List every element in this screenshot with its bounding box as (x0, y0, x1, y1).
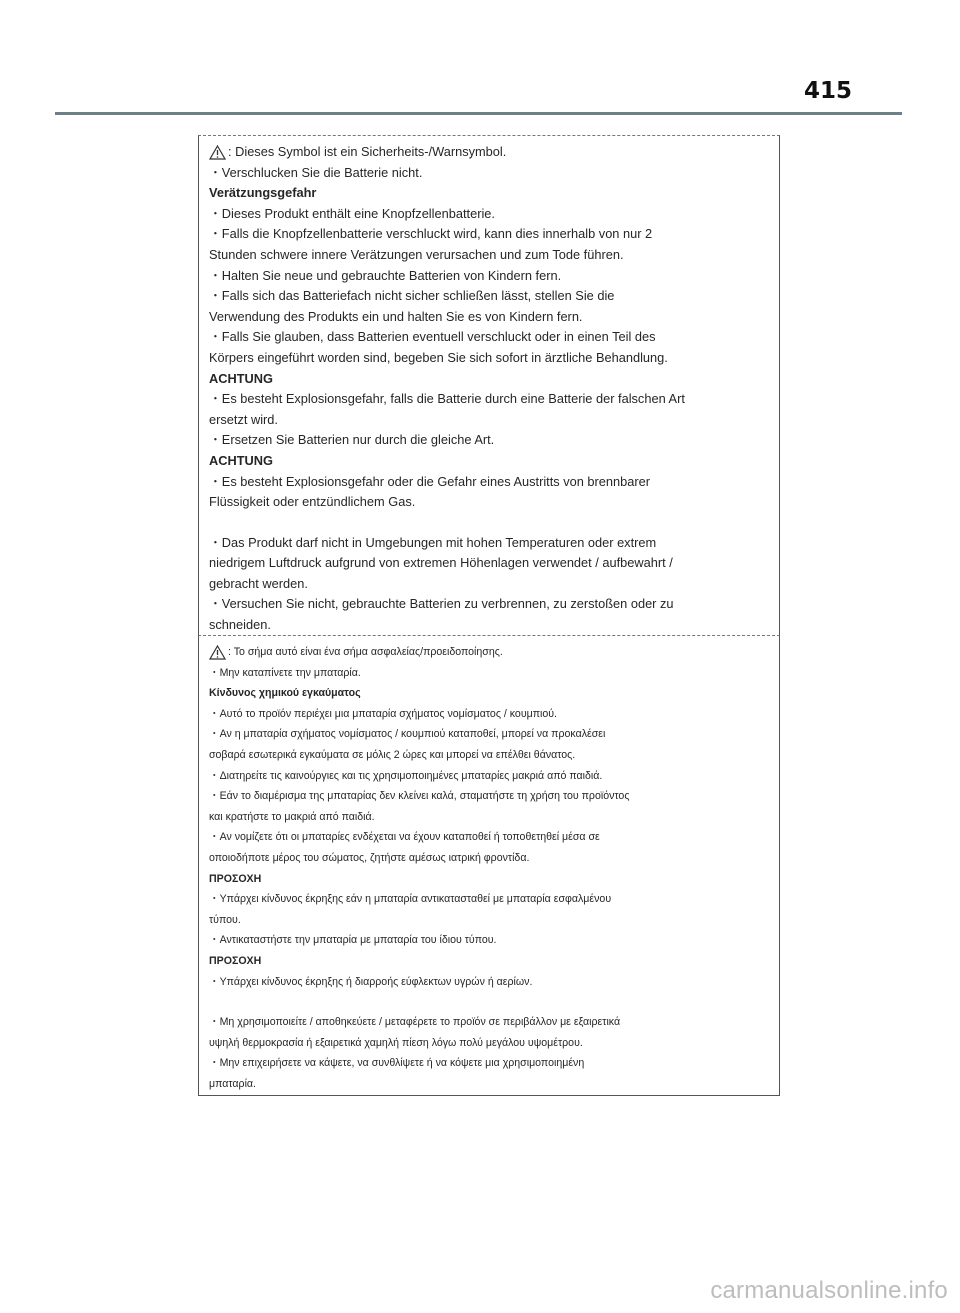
greek-heading-chemical: Κίνδυνος χημικού εγκαύματος (209, 687, 361, 700)
german-heading-achtung-1: ACHTUNG (209, 370, 273, 386)
text-line: τύπου. (209, 913, 241, 926)
text-line: ・Es besteht Explosionsgefahr oder die Gefahr eines Austritts von brennbarer (209, 473, 651, 489)
warning-triangle-icon (209, 145, 226, 160)
text-line: ・Ersetzen Sie Batterien nur durch die gleiche Art. (209, 432, 495, 448)
text-line: ・Falls die Knopfzellenbatterie verschluckt wird, kann dies innerhalb von nur 2 (209, 226, 653, 242)
text-line: niedrigem Luftdruck aufgrund von extremen Höhenlagen verwendet / aufbewahrt / (209, 555, 673, 571)
text-line: ・Αντικαταστήστε την μπαταρία με μπαταρία του ίδιου τύπου. (209, 934, 497, 947)
text-line: ・Εάν το διαμέρισμα της μπαταρίας δεν κλείνει καλά, σταματήστε τη χρήση του προϊόντος (209, 790, 630, 803)
text-line: gebracht werden. (209, 575, 308, 591)
greek-symbol-line (209, 642, 767, 663)
text-line: schneiden. (209, 617, 271, 633)
greek-warning-box (198, 635, 780, 1096)
text-line: ・Falls Sie glauben, dass Batterien eventuell verschluckt oder in einen Teil des (209, 329, 656, 345)
text-line: μπαταρία. (209, 1077, 256, 1090)
text-line: Körpers eingeführt worden sind, begeben Sie sich sofort in ärztliche Behandlung. (209, 349, 668, 365)
german-group-a (209, 163, 767, 184)
text-line: ・Μην επιχειρήσετε να κάψετε, να συνθλίψετε ή να κόψετε μια χρησιμοποιημένη (209, 1057, 585, 1070)
text-line: ・Verschlucken Sie die Batterie nicht. (209, 164, 423, 180)
text-line: ・Halten Sie neue und gebrauchte Batterien von Kindern fern. (209, 267, 562, 283)
text-line: Verwendung des Produkts ein und halten Sie es von Kindern fern. (209, 308, 583, 324)
german-symbol-text: : Dieses Symbol ist ein Sicherheits-/Warnsymbol. (228, 144, 507, 159)
text-line: ・Αυτό το προϊόν περιέχει μια μπαταρία σχήματος νομίσματος / κουμπιού. (209, 707, 558, 720)
greek-heading-prosoxi-2: ΠΡΟΣΟΧΗ (209, 954, 262, 967)
text-line: ・Dieses Produkt enthält eine Knopfzellenbatterie. (209, 205, 495, 221)
text-line: οποιοδήποτε μέρος του σώματος, ζητήστε αμέσως ιατρική φροντίδα. (209, 851, 530, 864)
text-line: ・Das Produkt darf nicht in Umgebungen mit hohen Temperaturen oder extrem (209, 534, 657, 550)
text-line: ・Αν νομίζετε ότι οι μπαταρίες ενδέχεται να έχουν καταποθεί ή τοποθετηθεί μέσα σε (209, 831, 600, 844)
german-heading-achtung-2: ACHTUNG (209, 452, 273, 468)
text-line: Stunden schwere innere Verätzungen verursachen und zum Tode führen. (209, 246, 624, 262)
greek-group-e (209, 1012, 767, 1094)
greek-group-a (209, 663, 767, 684)
greek-heading-prosoxi-1: ΠΡΟΣΟΧΗ (209, 872, 262, 885)
german-symbol-line (209, 142, 767, 163)
watermark: carmanualsonline.info (710, 1277, 948, 1304)
text-line: υψηλή θερμοκρασία ή εξαιρετικά χαμηλή πίεση λόγω πολύ μεγάλου υψομέτρου. (209, 1036, 583, 1049)
german-group-d (209, 472, 767, 513)
german-group-c (209, 389, 767, 451)
greek-gap (209, 992, 767, 1012)
page-number: 415 (803, 78, 852, 104)
text-line: ・Υπάρχει κίνδυνος έκρηξης εάν η μπαταρία αντικατασταθεί με μπαταρία εσφαλμένου (209, 893, 612, 906)
text-line: ・Υπάρχει κίνδυνος έκρηξης ή διαρροής εύφλεκτων υγρών ή αερίων. (209, 975, 533, 988)
text-line: ・Es besteht Explosionsgefahr, falls die Batterie durch eine Batterie der falschen Art (209, 391, 685, 407)
text-line: και κρατήστε το μακριά από παιδιά. (209, 810, 375, 823)
text-line: ・Versuchen Sie nicht, gebrauchte Batterien zu verbrennen, zu zerstoßen oder zu (209, 596, 674, 612)
text-line: ・Μην καταπίνετε την μπαταρία. (209, 666, 361, 679)
text-line: ersetzt wird. (209, 411, 278, 427)
text-line: Flüssigkeit oder entzündlichem Gas. (209, 494, 416, 510)
greek-group-c (209, 889, 767, 951)
greek-group-b (209, 704, 767, 869)
text-line: ・Αν η μπαταρία σχήματος νομίσματος / κουμπιού καταποθεί, μπορεί να προκαλέσει (209, 728, 606, 741)
header-rule (55, 112, 902, 115)
greek-symbol-text: : Το σήμα αυτό είναι ένα σήμα ασφαλείας/προειδοποίησης. (228, 646, 503, 658)
german-heading-chemical: Verätzungsgefahr (209, 185, 317, 201)
german-group-e (209, 533, 767, 636)
text-line: ・Μη χρησιμοποιείτε / αποθηκεύετε / μεταφέρετε το προϊόν σε περιβάλλον με εξαιρετικά (209, 1016, 621, 1029)
german-group-b (209, 204, 767, 369)
german-gap (209, 513, 767, 533)
text-line: σοβαρά εσωτερικά εγκαύματα σε μόλις 2 ώρες και μπορεί να επέλθει θάνατος. (209, 748, 576, 761)
greek-group-d (209, 972, 767, 993)
german-warning-box (198, 135, 780, 635)
text-line: ・Falls sich das Batteriefach nicht sicher schließen lässt, stellen Sie die (209, 288, 615, 304)
text-line: ・Διατηρείτε τις καινούργιες και τις χρησιμοποιημένες μπαταρίες μακριά από παιδιά. (209, 769, 603, 782)
warning-triangle-icon (209, 645, 226, 660)
